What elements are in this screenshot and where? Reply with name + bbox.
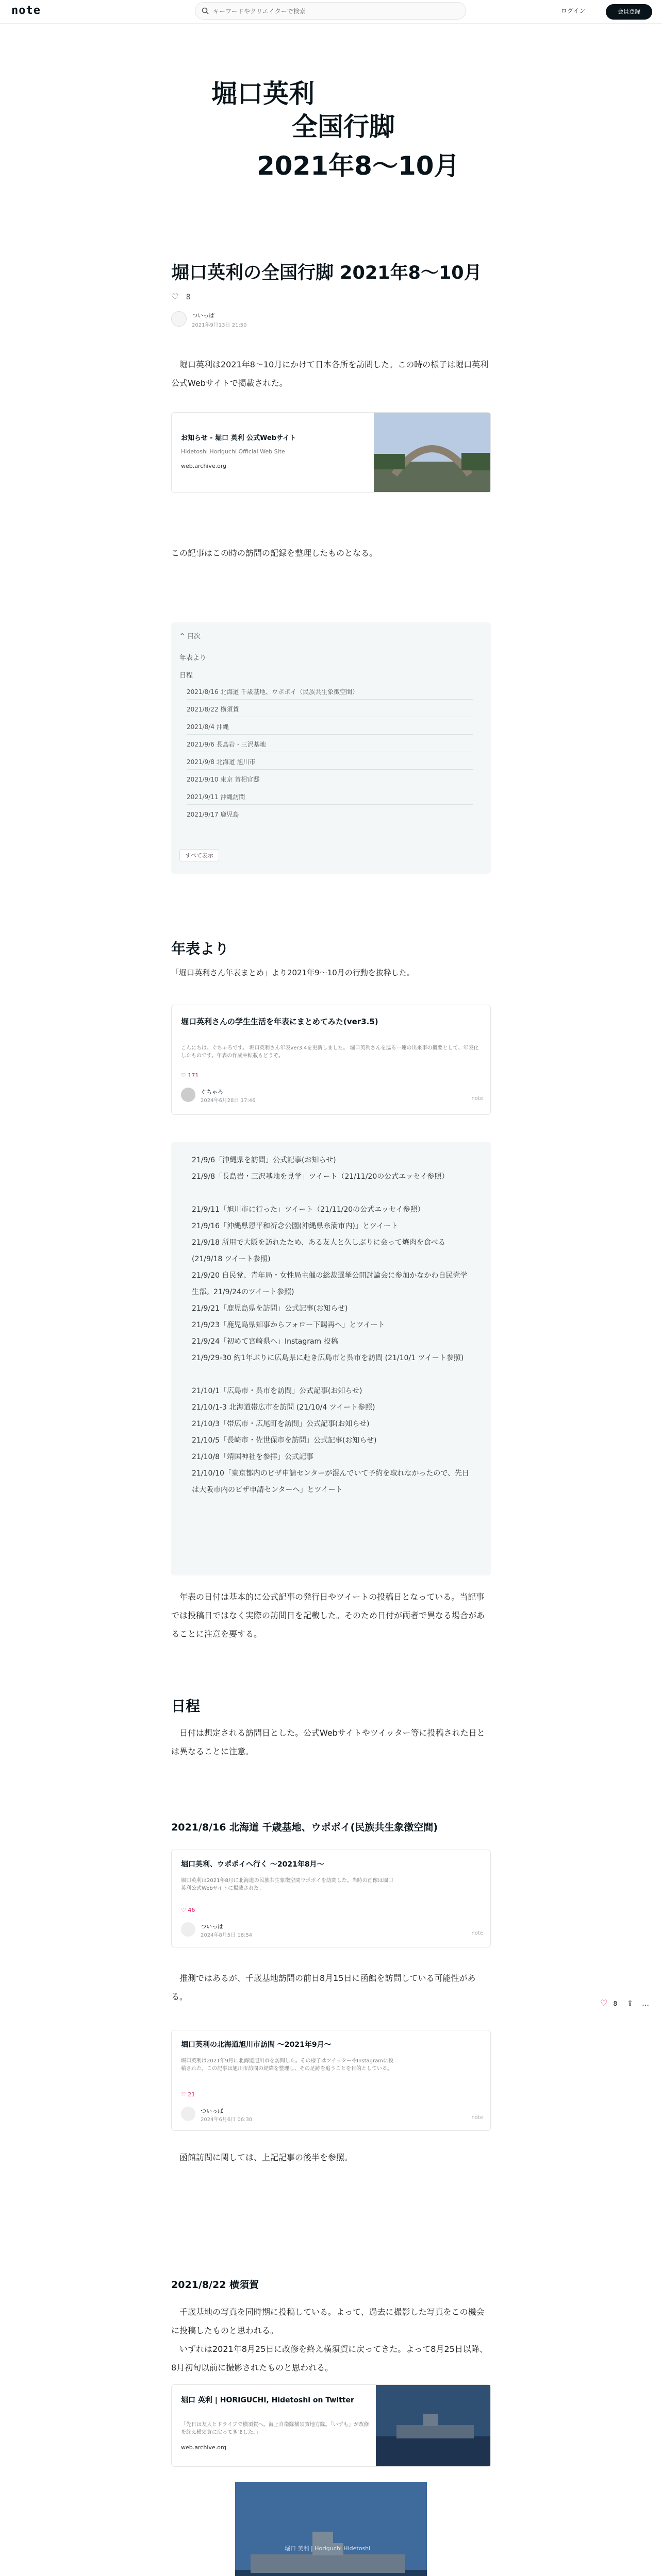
link-card-official[interactable] bbox=[171, 412, 491, 493]
hakodate-ref bbox=[171, 2148, 491, 2167]
toc-subitem[interactable]: 2021/8/16 北海道 千歳基地、ウポポイ（民族共生象徴空間） bbox=[187, 687, 473, 700]
embed-author: ついっぱ bbox=[201, 1923, 223, 1930]
yokosuka-photo-1 bbox=[235, 2482, 427, 2576]
timeline-item: 21/10/5「長崎市・佐世保市を訪問」公式記事(お知らせ) bbox=[192, 1436, 377, 1445]
timeline-item: 21/10/1-3 北海道帯広市を訪問 (21/10/4 ツイート参照) bbox=[192, 1403, 375, 1412]
timeline-item: 21/9/21「鹿児島県を訪問」公式記事(お知らせ) bbox=[192, 1304, 348, 1313]
signup-button[interactable]: 会員登録 bbox=[606, 4, 652, 20]
embed-author: ついっぱ bbox=[201, 2108, 223, 2114]
share-icon[interactable]: ⇪ bbox=[627, 1999, 633, 2008]
toc-subitem[interactable]: 2021/8/22 横須賀 bbox=[187, 705, 473, 717]
toc-heading[interactable]: ^ 目次 bbox=[179, 633, 201, 640]
toc-subitem[interactable]: 2021/9/8 北海道 旭川市 bbox=[187, 757, 473, 770]
search-input[interactable] bbox=[213, 6, 460, 17]
heart-icon[interactable]: ♡ bbox=[171, 292, 179, 301]
more-icon[interactable]: … bbox=[642, 1999, 649, 2008]
table-of-contents bbox=[171, 622, 491, 874]
timeline-item: 21/9/29-30 約1年ぶりに広島県に赴き広島市と呉市を訪問 (21/10/1 ツイート参照) bbox=[192, 1354, 464, 1362]
photo-watermark: 堀口 英利 | Horiguchi Hidetoshi bbox=[285, 2545, 371, 2552]
toc-subitem[interactable]: 2021/9/17 鹿児島 bbox=[187, 810, 473, 822]
embed-date: 2024年6月28日 17:46 bbox=[201, 1098, 256, 1104]
embed-card-desc: 堀口英利は2021年8月に北海道の民族共生象徴空間ウポポイを訪問した。当時の画像は堀口英利公式Webサイトに掲載された。 bbox=[181, 1878, 393, 1891]
day-heading-0822: 2021/8/22 横須賀 bbox=[171, 2279, 259, 2291]
timeline-item: 21/9/8「長島岩・三沢基地を見学」ツイート（21/11/20の公式エッセイ参照） bbox=[192, 1173, 449, 1181]
heart-icon: ♡ bbox=[181, 1072, 188, 1079]
ref-text: 函館訪問に関しては、 bbox=[179, 2153, 262, 2162]
tweet-card-title: 堀口 英利 | HORIGUCHI, Hidetoshi on Twitter bbox=[181, 2396, 354, 2404]
embed-card-title: 堀口英利の北海道旭川市訪問 〜2021年9月〜 bbox=[181, 2041, 332, 2049]
ref-text: を参照。 bbox=[320, 2153, 353, 2162]
timeline-note: 年表の日付は基本的に公式記事の発行日やツイートの投稿日となっている。当記事では投稿日ではなく実際の訪問日を記載した。そのため日付が両者で異なる場合があることに注意を要する。 bbox=[171, 1592, 485, 1639]
embed-card-asahikawa[interactable] bbox=[171, 2030, 491, 2131]
timeline-item: 21/9/24「初めて宮崎県へ」Instagram 投稿 bbox=[192, 1337, 338, 1346]
embed-note-logo: note bbox=[471, 2115, 483, 2121]
intro-paragraph: 堀口英利は2021年8〜10月にかけて日本各所を訪問した。この時の様子は堀口英利公式Webサイトで掲載された。 bbox=[171, 360, 489, 388]
section-heading-nittei: 日程 bbox=[171, 1698, 201, 1715]
cover-line-3: 2021年8〜10月 bbox=[257, 151, 460, 181]
embed-card-desc: 堀口英利は2021年9月に北海道旭川市を訪問した。その様子はツイッターやInstagramに投稿された。この記事は旭川市訪問の経緯を整理し、その足跡を追うことを目的としている。 bbox=[181, 2058, 393, 2072]
day-heading-0816: 2021/8/16 北海道 千歳基地、ウポポイ(民族共生象徴空間) bbox=[171, 1822, 438, 1833]
toc-subitem[interactable]: 2021/9/11 沖縄訪問 bbox=[187, 792, 473, 805]
timeline-item: 21/9/20 自民党、青年局・女性局主催の総裁選挙公開討論会に参加かなかわ自民党学生部。21/9/24のツイート参照) bbox=[192, 1272, 468, 1296]
cover-line-1: 堀口英利 bbox=[211, 79, 315, 109]
embed-note-logo: note bbox=[471, 1096, 483, 1101]
tweet-card-yokosuka[interactable] bbox=[171, 2384, 491, 2467]
timeline-item: 21/10/1「広島市・呉市を訪問」公式記事(お知らせ) bbox=[192, 1387, 362, 1395]
embed-card-upopoy[interactable] bbox=[171, 1850, 491, 1947]
toc-subitem[interactable]: 2021/9/6 長島岩・三沢基地 bbox=[187, 740, 473, 752]
section-heading-nenpyo: 年表より bbox=[171, 940, 229, 957]
peace-memorial-image bbox=[374, 413, 490, 492]
link-card-title: お知らせ - 堀口 英利 公式Webサイト bbox=[181, 434, 296, 442]
timeline-item: 21/10/3「帯広市・広尾町を訪問」公式記事(お知らせ) bbox=[192, 1420, 370, 1428]
search-icon bbox=[202, 7, 209, 14]
toc-item[interactable]: 日程 bbox=[179, 672, 193, 680]
heart-icon: ♡ bbox=[181, 1907, 188, 1913]
timeline-item: 21/9/18 所用で大阪を訪れたため、ある友人と久しぶりに会って焼肉を食べる (21/9/18 ツイート参照) bbox=[192, 1239, 445, 1263]
tweet-card-desc: 「先日は友人とドライブで横須賀へ。海上自衛隊横須賀地方隊。「いずも」が改修を終え横須賀に戻ってきました。」 bbox=[181, 2422, 369, 2435]
embed-author-avatar bbox=[181, 1922, 195, 1937]
intro-paragraph-2: この記事はこの時の訪問の記録を整理したものとなる。 bbox=[171, 548, 378, 558]
embed-author: ぐちゃろ bbox=[201, 1089, 223, 1095]
tweet-card-domain: web.archive.org bbox=[181, 2444, 227, 2451]
nittei-lead: 日付は想定される訪問日とした。公式Webサイトやツイッター等に投稿された日とは異なることに注意。 bbox=[171, 1728, 485, 1756]
cover-line-2: 全国行脚 bbox=[292, 112, 395, 142]
toc-subitem[interactable]: 2021/8/4 沖縄 bbox=[187, 722, 473, 735]
note-logo[interactable]: note bbox=[11, 4, 41, 17]
like-count: 8 bbox=[613, 2000, 618, 2007]
timeline-item: 21/9/11「旭川市に行った」ツイート（21/11/20の公式エッセイ参照） bbox=[192, 1206, 425, 1214]
heart-icon[interactable]: ♡ bbox=[600, 1998, 608, 2008]
timeline-box bbox=[171, 1142, 491, 1575]
timeline-item: 21/9/6「沖縄県を訪問」公式記事(お知らせ) bbox=[192, 1156, 336, 1164]
embed-date: 2024年8月5日 18:54 bbox=[201, 1933, 253, 1938]
embed-note-logo: note bbox=[471, 1930, 483, 1936]
link-card-desc: Hidetoshi Horiguchi Official Web Site bbox=[181, 448, 285, 455]
yokosuka-paragraph-1: 千歳基地の写真を同時期に投稿している。よって、過去に撮影した写真をこの機会に投稿したものと思われる。 bbox=[171, 2307, 485, 2335]
timeline-item: 21/9/23「鹿児島県知事からフォロー下賜再へ」とツイート bbox=[192, 1321, 385, 1329]
article-title: 堀口英利の全国行脚 2021年8〜10月 bbox=[171, 263, 482, 283]
like-count: 8 bbox=[186, 293, 191, 301]
link-card-domain: web.archive.org bbox=[181, 463, 227, 469]
embed-card-title: 堀口英利、ウポポイへ行く 〜2021年8月〜 bbox=[181, 1860, 324, 1869]
ref-link[interactable]: 上記記事の後半 bbox=[262, 2153, 320, 2162]
toc-item[interactable]: 年表より bbox=[179, 654, 207, 662]
embed-card-desc: こんにちは。ぐちゃろです。 堀口英利さん年表ver3.4を更新しました。 堀口英利さんを巡る一連の出来事の概要として、年表化したものです。年表の作成や転載もどうぞ。 bbox=[181, 1045, 479, 1059]
timeline-item: 21/10/10「東京都内のビザ申請センターが混んでいて予約を取れなかったので、先日は大阪市内のビザ申請センターへ」とツイート bbox=[192, 1469, 470, 1494]
nenpyo-lead: 「堀口英利さん年表まとめ」より2021年9〜10月の行動を抜粋した。 bbox=[171, 968, 415, 977]
login-link[interactable]: ログイン bbox=[561, 7, 586, 14]
hakodate-paragraph: 推測ではあるが、千歳基地訪問の前日8月15日に函館を訪問している可能性がある。 bbox=[171, 1973, 476, 2002]
embed-card-nenpyo[interactable] bbox=[171, 1005, 491, 1115]
author-avatar[interactable] bbox=[171, 311, 187, 327]
floating-action-bar bbox=[600, 1998, 649, 2008]
author-name[interactable]: ついっぱ bbox=[192, 312, 214, 319]
search-box[interactable] bbox=[195, 2, 466, 20]
yokosuka-thumbnail bbox=[376, 2385, 490, 2466]
heart-icon: ♡ bbox=[181, 2091, 188, 2098]
embed-card-likes: ♡ 46 bbox=[181, 1907, 195, 1913]
post-date: 2021年9月13日 21:50 bbox=[192, 323, 247, 328]
embed-card-likes: ♡ 21 bbox=[181, 2091, 195, 2098]
timeline-item: 21/10/8「靖国神社を参拝」公式記事 bbox=[192, 1453, 313, 1461]
toc-subitem[interactable]: 2021/9/10 東京 首相官邸 bbox=[187, 775, 473, 787]
embed-card-title: 堀口英利さんの学生生活を年表にまとめてみた(ver3.5) bbox=[181, 1017, 378, 1026]
yokosuka-paragraph-2: いずれは2021年8月25日に改修を終え横須賀に戻ってきた。よって8月25日以降、8月初旬以前に撮影されたものと思われる。 bbox=[171, 2344, 488, 2372]
timeline-item: 21/9/16「沖縄県恩平和祈念公園(沖縄県糸満市内)」とツイート bbox=[192, 1222, 399, 1230]
embed-author-avatar bbox=[181, 2107, 195, 2121]
chevron-up-icon: ^ bbox=[179, 633, 188, 640]
top-header bbox=[0, 0, 662, 24]
embed-author-avatar bbox=[181, 1088, 195, 1102]
embed-date: 2024年6月6日 06:30 bbox=[201, 2117, 253, 2123]
like-row[interactable] bbox=[171, 292, 191, 301]
toc-show-all-button[interactable]: すべて表示 bbox=[179, 849, 219, 861]
embed-card-likes: ♡ 171 bbox=[181, 1072, 199, 1079]
